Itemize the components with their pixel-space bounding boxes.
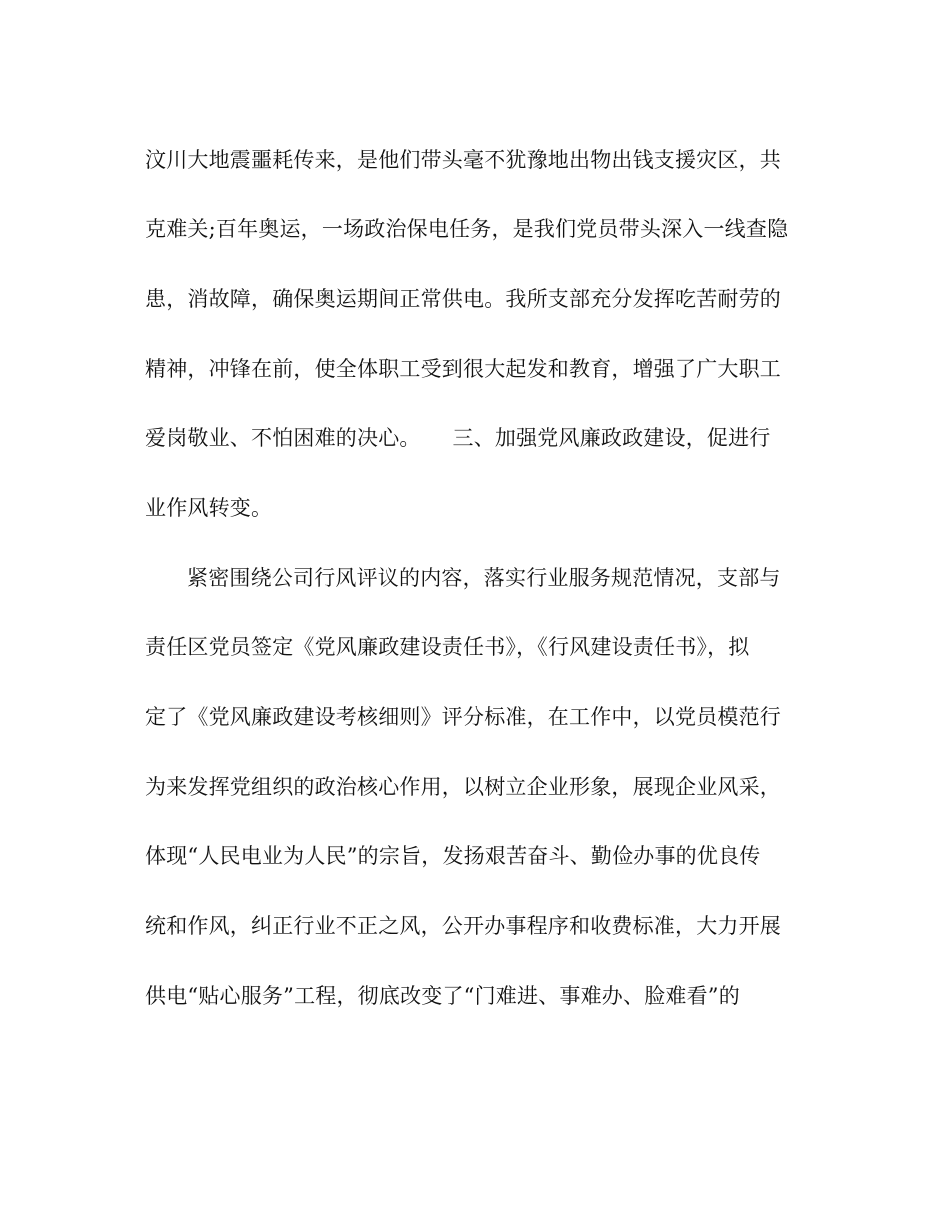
paragraph-line-8: 责任区党员签定《党风廉政建设责任书》，《行风建设责任书》，拟 xyxy=(145,635,750,659)
paragraph-line-4: 精神，冲锋在前，使全体职工受到很大起发和教育，增强了广大职工 xyxy=(145,357,781,381)
paragraph-line-11: 体现“人民电业为人民”的宗旨，发扬艰苦奋斗、勤俭办事的优良传 xyxy=(145,844,761,868)
paragraph-line-6: 业作风转变。 xyxy=(145,496,273,520)
paragraph-line-3: 患，消故障，确保奥运期间正常供电。我所支部充分发挥吃苦耐劳的 xyxy=(145,287,781,311)
paragraph-line-5: 爱岗敬业、不怕困难的决心。 三、加强党风廉政政建设，促进行 xyxy=(145,426,771,450)
paragraph-line-9: 定了《党风廉政建设考核细则》评分标准，在工作中，以党员模范行 xyxy=(145,705,781,729)
paragraph-line-13: 供电“贴心服务”工程，彻底改变了“门难进、事难办、脸难看”的 xyxy=(145,984,740,1008)
paragraph-line-7: 紧密围绕公司行风评议的内容，落实行业服务规范情况，支部与 xyxy=(187,566,781,590)
paragraph-line-12: 统和作风，纠正行业不正之风，公开办事程序和收费标准，大力开展 xyxy=(145,914,781,938)
paragraph-line-10: 为来发挥党组织的政治核心作用，以树立企业形象，展现企业风采， xyxy=(145,775,781,799)
paragraph-line-1: 汶川大地震噩耗传来，是他们带头毫不犹豫地出物出钱支援灾区，共 xyxy=(145,148,781,172)
paragraph-line-2: 克难关;百年奥运，一场政治保电任务，是我们党员带头深入一线查隐 xyxy=(145,217,789,241)
